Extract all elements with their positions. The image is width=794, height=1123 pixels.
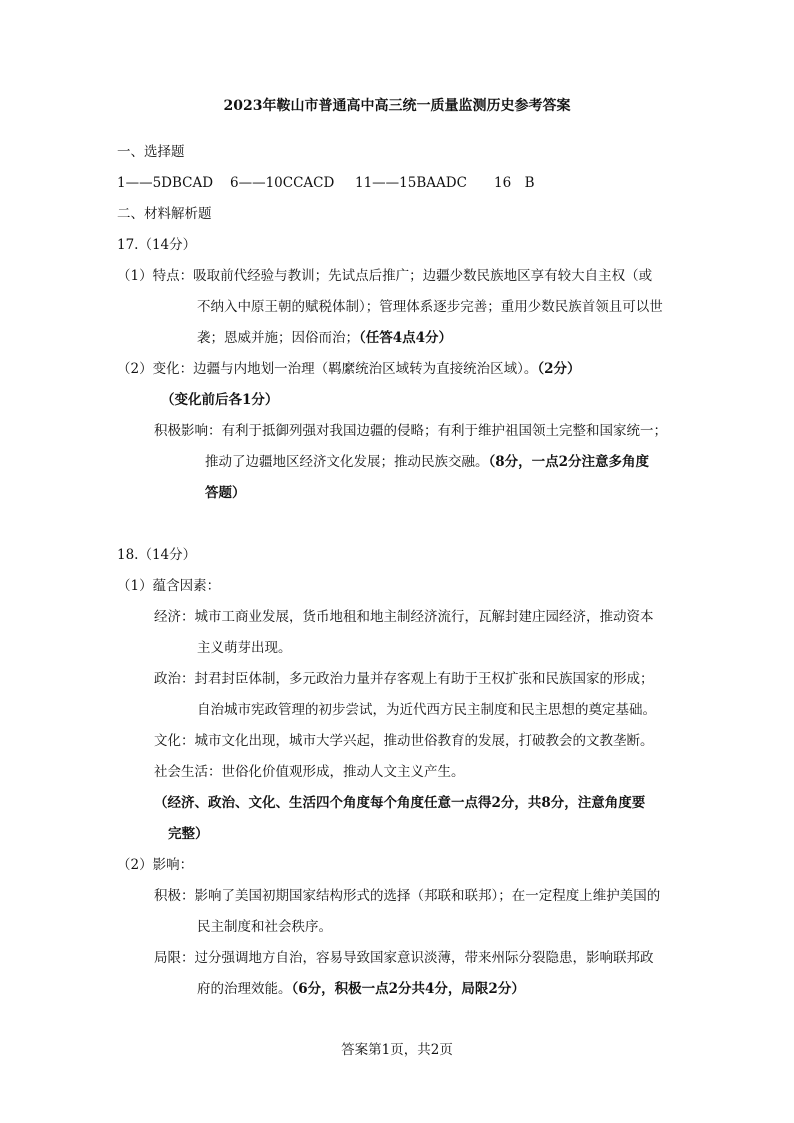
choice-answers <box>117 173 535 193</box>
q18-politics-line2: 自治城市宪政管理的初步尝试，为近代西方民主制度和民主思想的奠定基础。 <box>197 702 656 718</box>
q17-part1-line1: （1）特点：吸取前代经验与教训；先试点后推广；边疆少数民族地区享有较大自主权（或 <box>117 268 653 284</box>
q17-part1-line2: 不纳入中原王朝的赋税体制）；管理体系逐步完善；重用少数民族首领且可以世 <box>197 299 663 315</box>
q18-economy-line1: 经济：城市工商业发展，货币地租和地主制经济流行，瓦解封建庄园经济，推动资本 <box>154 609 654 625</box>
answer-group-4: 16 B <box>494 175 535 191</box>
section-choice-heading: 一、选择题 <box>117 144 185 160</box>
q17-header: 17.（14分） <box>117 237 197 253</box>
q18-part1-heading: （1）蕴含因素： <box>117 578 221 594</box>
q17-part1-text: 袭；恩威并施；因俗而治； <box>197 330 359 346</box>
q18-limitation-text: 府的治理效能。 <box>197 981 292 997</box>
q17-part2-line1 <box>117 359 581 379</box>
q18-part1-score-line1: （经济、政治、文化、生活四个角度每个角度任意一点得2分，共8分，注意角度要 <box>154 795 646 811</box>
answer-group-2: 6——10CCACD <box>230 175 335 191</box>
q18-limitation-line1: 局限：过分强调地方自治，容易导致国家意识淡薄，带来州际分裂隐患，影响联邦政 <box>154 950 654 966</box>
q17-part1-line3 <box>197 328 452 348</box>
q17-impact-text: 推动了边疆地区经济文化发展；推动民族交融。 <box>205 454 489 470</box>
page-title: 2023年鞍山市普通高中高三统一质量监测历史参考答案 <box>223 98 571 114</box>
answer-group-3: 11——15BAADC <box>355 175 467 191</box>
q18-header: 18.（14分） <box>117 547 197 563</box>
page-footer: 答案第1页，共2页 <box>341 1042 453 1058</box>
answer-group-1: 1——5DBCAD <box>117 175 214 191</box>
q18-positive-line1: 积极：影响了美国初期国家结构形式的选择（邦联和联邦）；在一定程度上维护美国的 <box>154 888 661 904</box>
q18-part2-heading: （2）影响： <box>117 857 194 873</box>
q17-part2-score: （2分） <box>537 361 581 377</box>
q17-impact-line1: 积极影响：有利于抵御列强对我国边疆的侵略；有利于维护祖国领土完整和国家统一； <box>154 423 667 439</box>
q18-positive-line2: 民主制度和社会秩序。 <box>197 919 332 935</box>
q17-impact-score: （8分，一点2分注意多角度 <box>488 454 650 470</box>
q18-social: 社会生活：世俗化价值观形成，推动人文主义产生。 <box>154 764 465 780</box>
q18-culture: 文化：城市文化出现，城市大学兴起，推动世俗教育的发展，打破教会的文教垄断。 <box>154 733 654 749</box>
q18-limitation-line2 <box>197 979 525 999</box>
q17-part2-score-note: （变化前后各1分） <box>161 392 279 408</box>
section-material-heading: 二、材料解析题 <box>117 206 212 222</box>
q18-politics-line1: 政治：封君封臣体制，多元政治力量并存客观上有助于王权扩张和民族国家的形成； <box>154 671 654 687</box>
q18-economy-line2: 主义萌芽出现。 <box>197 640 292 656</box>
q17-impact-score-cont: 答题） <box>205 485 246 501</box>
q18-limitation-score: （6分，积极一点2分共4分，局限2分） <box>291 981 525 997</box>
q17-part1-score: （任答4点4分） <box>359 330 453 346</box>
q17-impact-line2 <box>205 452 649 472</box>
q18-part1-score-line2: 完整） <box>168 826 209 842</box>
q17-part2-text: （2）变化：边疆与内地划一治理（羁縻统治区域转为直接统治区域）。 <box>117 361 538 377</box>
